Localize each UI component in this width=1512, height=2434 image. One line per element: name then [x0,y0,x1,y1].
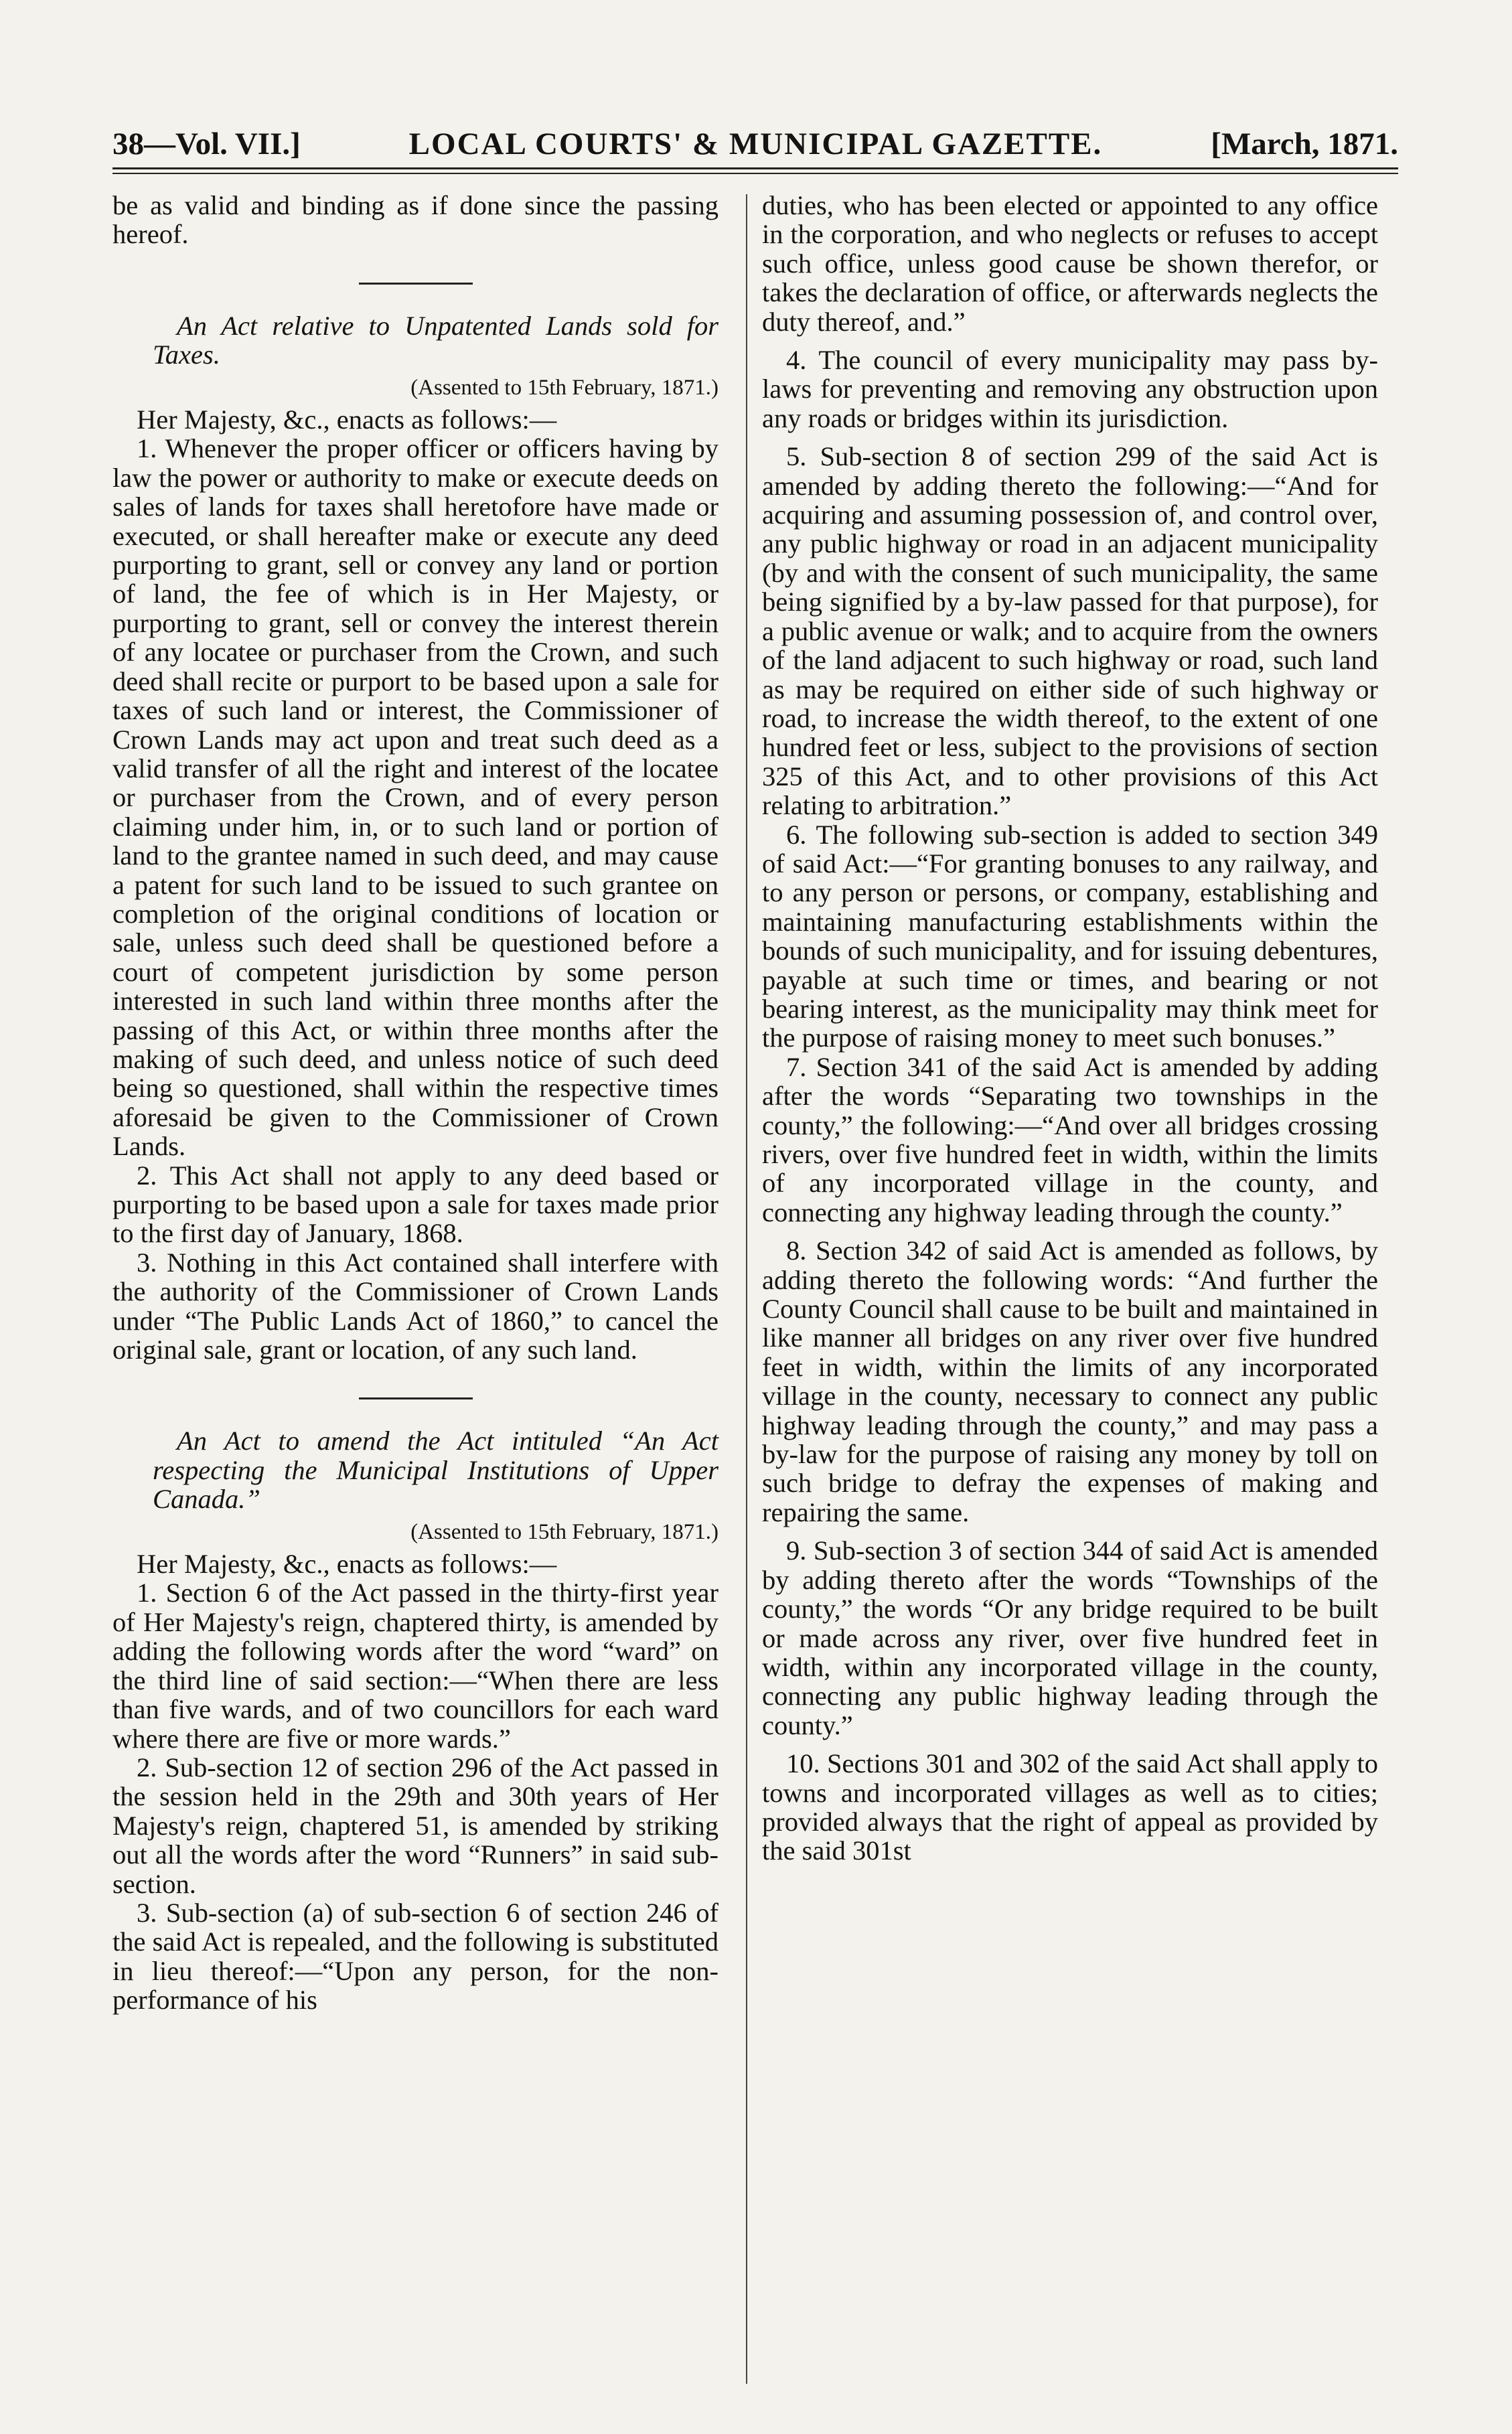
left-column [112,191,719,2015]
issue-date: [March, 1871. [1211,127,1398,161]
page-header [112,108,1398,162]
section-9: 9. Sub-section 3 of section 344 of said Act is amended by adding thereto after the words “Townships of the county,” the words “Or any bridge required to be built or made across any river, over five hundred feet in width, within any incorporated village in the county, connecting any public highway leading through the county.” [762,1535,1378,1740]
section-7: 7. Section 341 of the said Act is amended by adding after the words “Separating two townships in the county,” the following:—“And over all bridges crossing rivers, over five hundred feet in width, within the limits of any incorporated village in the county, and connecting any highway leading through the county.” [762,1051,1378,1227]
section-6: 6. The following sub-section is added to section 349 of said Act:—“For granting bonuses to any railway, and to any person or persons, or company, establishing and maintaining manufacturing establishments within the bounds of such municipality, and for issuing debentures, payable at such time or times, and bearing or not bearing interest, as the municipality may think meet for the purpose of raising money to meet such bonuses.” [762,819,1378,1053]
assent-date: (Assented to 15th February, 1871.) [410,375,719,400]
column-divider [746,194,747,2384]
section-rule [359,283,473,285]
section-2: 2. This Act shall not apply to any deed based or purporting to be based upon a sale for taxes made prior to the first day of January, 1868. [112,1160,719,1249]
act-title-unpatented-lands: An Act relative to Unpatented Lands sold for Taxes. [153,310,719,370]
publication-title: LOCAL COURTS' & MUNICIPAL GAZETTE. [408,127,1103,161]
continuation-text: duties, who has been elected or appointed to any office in the corporation, and who neglects or refuses to accept such office, unless good cause be shown therefor, or takes the declaration of office, or afterwards neglects the duty thereof, and.” [762,190,1378,337]
enacting-clause: Her Majesty, &c., enacts as follows:— [137,404,557,435]
right-column [762,191,1378,1866]
page-reference: 38—Vol. VII.] [112,127,301,161]
section-1: 1. Whenever the proper officer or officers having by law the power or authority to make or execute deeds on sales of lands for taxes shall heretofore have made or executed, or shall hereafter make or execute any deed purporting to grant, sell or convey any land or portion of land, the fee of which is in Her Majesty, or purporting to grant, sell or convey the interest therein of any locatee or purchaser from the Crown, and such deed shall recite or purport to be based upon a sale for taxes of such land or interest, the Commissioner of Crown Lands may act upon and treat such deed as a valid transfer of all the right and interest of the locatee or purchaser from the Crown, and of every person claiming under him, in, or to such land or portion of land to the grantee named in such deed, and may cause a patent for such land to be issued to such grantee on completion of the original conditions of location or sale, unless such deed shall be questioned before a court of competent jurisdiction by some person interested in such land within three months after the passing of this Act, or within three months after the making of such deed, and unless notice of such deed being so questioned, shall within the respective times aforesaid be given to the Commissioner of Crown Lands. [112,433,719,1162]
continuation-text: be as valid and binding as if done since the passing hereof. [112,190,719,250]
section-3: 3. Sub-section (a) of sub-section 6 of section 246 of the said Act is repealed, and the following is substituted in lieu thereof:—“Upon any person, for the non-performance of his [112,1897,719,2015]
act-title-municipal-institutions: An Act to amend the Act intituled “An Act respecting the Municipal Institutions of Upper Canada.” [153,1426,719,1515]
section-5: 5. Sub-section 8 of section 299 of the said Act is amended by adding thereto the following:—“And for acquiring and assuming possession of, and control over, any public highway or road in an adjacent municipality (by and with the consent of such municipality, the same being signified by a by-law passed for that purpose), for a public avenue or walk; and to acquire from the owners of the land adjacent to such highway or road, such land as may be required on either side of such highway or road, to increase the width thereof, to the extent of one hundred feet or less, subject to the provisions of section 325 of this Act, and to other provisions of this Act relating to arbitration.” [762,441,1378,821]
section-10: 10. Sections 301 and 302 of the said Act shall apply to towns and incorporated villages as well as to cities; provided always that the right of appeal as provided by the said 301st [762,1748,1378,1866]
section-rule [359,1397,473,1399]
section-8: 8. Section 342 of said Act is amended as follows, by adding thereto the following words: “And further the County Council shall cause to be built and maintained in like manner all bridges on any river over five hundred feet in width, within the limits of any incorporated village in the county, necessary to connect any public highway leading through the county,” and may pass a by-law for the purpose of raising any money by toll on such bridge to defray the expenses of making and repairing the same. [762,1235,1378,1527]
section-1: 1. Section 6 of the Act passed in the thirty-first year of Her Majesty's reign, chaptered thirty, is amended by adding the following words after the word “ward” on the third line of said section:—“When there are less than five wards, and of two councillors for each ward where there are five or more wards.” [112,1578,719,1754]
assent-date: (Assented to 15th February, 1871.) [410,1519,719,1544]
section-3: 3. Nothing in this Act contained shall interfere with the authority of the Commissioner of Crown Lands under “The Public Lands Act of 1860,” to cancel the original sale, grant or location, of any such land. [112,1247,719,1365]
header-rule-top [112,167,1398,169]
section-4: 4. The council of every municipality may pass by-laws for preventing and removing any obstruction upon any roads or bridges within its jurisdiction. [762,345,1378,433]
enacting-clause: Her Majesty, &c., enacts as follows:— [137,1549,557,1580]
section-2: 2. Sub-section 12 of section 296 of the Act passed in the session held in the 29th and 30th years of Her Majesty's reign, chaptered 51, is amended by striking out all the words after the word “Runners” in said sub-section. [112,1752,719,1899]
header-rule-bottom [112,173,1398,174]
